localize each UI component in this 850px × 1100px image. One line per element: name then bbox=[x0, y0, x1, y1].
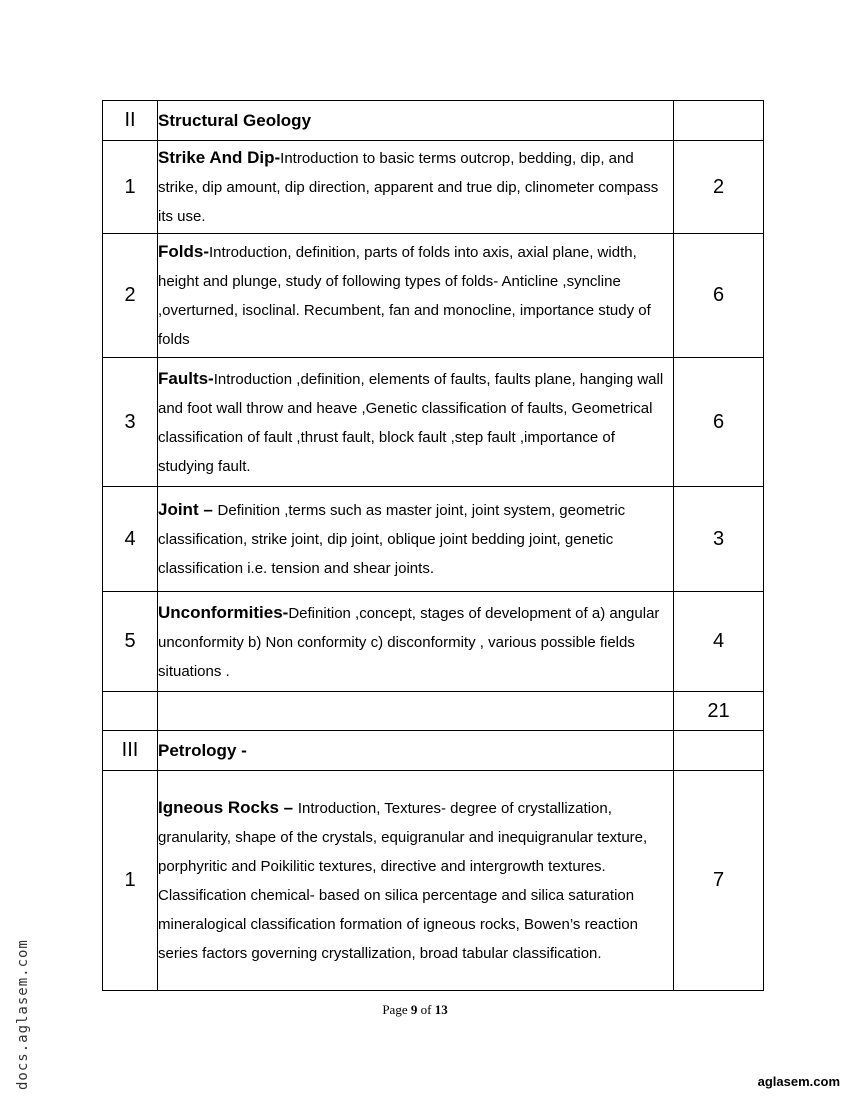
syllabus-table bbox=[102, 100, 764, 991]
section-hours bbox=[674, 101, 764, 141]
topic-text: Introduction, definition, parts of folds into axis, axial plane, width, height and plunge, study of following types of folds- Anticline ,syncline ,overturned, isoclinal. Recumbent, fan and monocline, importance study of folds bbox=[158, 244, 651, 348]
side-watermark: docs.aglasem.com bbox=[15, 939, 31, 1090]
row-number: 1 bbox=[103, 771, 158, 991]
topic-text: Introduction to basic terms outcrop, bedding, dip, and strike, dip amount, dip direction, apparent and true dip, clinometer compass its use. bbox=[158, 150, 659, 225]
page-footer bbox=[0, 1002, 830, 1018]
table-row bbox=[103, 771, 764, 991]
row-number: 3 bbox=[103, 358, 158, 487]
section-title: Petrology - bbox=[158, 731, 674, 771]
row-hours: 7 bbox=[674, 771, 764, 991]
footer-page-total: 13 bbox=[434, 1002, 448, 1017]
topic-cell bbox=[158, 141, 674, 234]
row-number: 1 bbox=[103, 141, 158, 234]
topic-title: Strike And Dip- bbox=[158, 148, 281, 167]
table-row bbox=[103, 358, 764, 487]
row-hours: 6 bbox=[674, 234, 764, 358]
brand-watermark: aglasem.com bbox=[757, 1074, 840, 1089]
row-number: 4 bbox=[103, 487, 158, 592]
section-number: II bbox=[103, 101, 158, 141]
topic-cell bbox=[158, 358, 674, 487]
table-row bbox=[103, 141, 764, 234]
table-row bbox=[103, 487, 764, 592]
section-header-row bbox=[103, 731, 764, 771]
section-hours bbox=[674, 731, 764, 771]
row-number: 2 bbox=[103, 234, 158, 358]
topic-title: Folds- bbox=[158, 242, 209, 261]
topic-title: Joint – bbox=[158, 500, 218, 519]
table-row bbox=[103, 234, 764, 358]
total-blank-cell bbox=[103, 692, 158, 731]
total-row bbox=[103, 692, 764, 731]
topic-title: Faults- bbox=[158, 368, 214, 388]
total-blank-cell bbox=[158, 692, 674, 731]
row-hours: 3 bbox=[674, 487, 764, 592]
footer-page-number: 9 bbox=[410, 1002, 418, 1017]
section-title: Structural Geology bbox=[158, 101, 674, 141]
footer-prefix: Page bbox=[382, 1002, 411, 1017]
topic-cell bbox=[158, 592, 674, 692]
topic-cell bbox=[158, 487, 674, 592]
footer-of: of bbox=[417, 1002, 435, 1017]
section-number: III bbox=[103, 731, 158, 771]
topic-text: Definition ,terms such as master joint, joint system, geometric classification, strike joint, dip joint, oblique joint bedding joint, genetic classification i.e. tension and shear joints. bbox=[158, 502, 626, 577]
topic-cell bbox=[158, 771, 674, 991]
topic-text: Definition ,concept, stages of development of a) angular unconformity b) Non conformity c) disconformity , various possible fields situations . bbox=[158, 604, 660, 680]
row-hours: 6 bbox=[674, 358, 764, 487]
topic-title: Unconformities- bbox=[158, 602, 289, 622]
table-row bbox=[103, 592, 764, 692]
total-hours: 21 bbox=[674, 692, 764, 731]
topic-text: Introduction ,definition, elements of faults, faults plane, hanging wall and foot wall throw and heave ,Genetic classification of faults, Geometrical classification of fault ,thrust fault, block fault ,step fault ,importance of studying fault. bbox=[158, 370, 664, 475]
row-hours: 2 bbox=[674, 141, 764, 234]
row-hours: 4 bbox=[674, 592, 764, 692]
row-number: 5 bbox=[103, 592, 158, 692]
topic-cell bbox=[158, 234, 674, 358]
topic-title: Igneous Rocks – bbox=[158, 798, 298, 817]
section-header-row bbox=[103, 101, 764, 141]
topic-text: Introduction, Textures- degree of crystallization, granularity, shape of the crystals, equigranular and inequigranular texture, porphyritic and Poikilitic textures, directive and intergrowth textures. Classification chemical- based on silica percentage and silica saturation mineralogical classification formation of igneous rocks, Bowen’s reaction series factors governing crystallization, broad tabular classification. bbox=[158, 800, 648, 962]
